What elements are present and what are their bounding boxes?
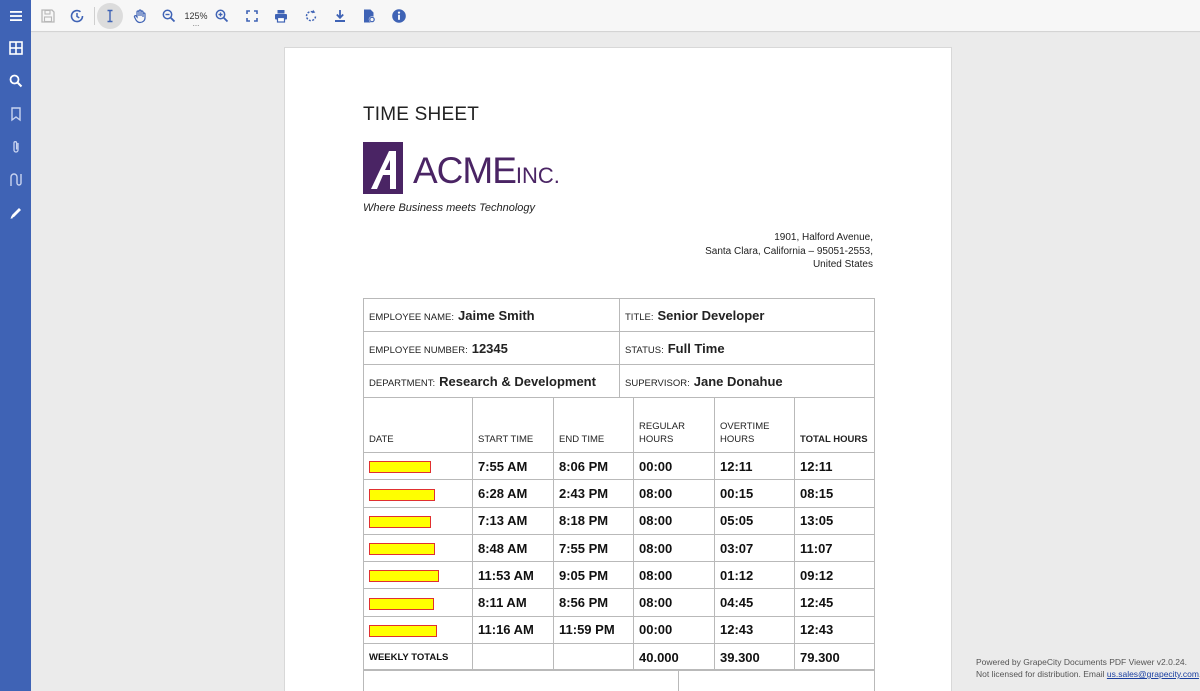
zoom-level[interactable] xyxy=(183,3,209,29)
table-row xyxy=(364,453,875,480)
thumbnails-icon[interactable] xyxy=(0,33,31,63)
company-tagline: Where Business meets Technology xyxy=(363,202,536,214)
table-row xyxy=(364,507,875,534)
date-cell xyxy=(364,453,473,480)
overtime-hours-cell: 05:05 xyxy=(715,507,795,534)
bookmark-icon[interactable] xyxy=(0,99,31,129)
overtime-hours-cell: 00:15 xyxy=(715,480,795,507)
start-time-cell: 7:55 AM xyxy=(473,453,554,480)
total-hours-cell: 09:12 xyxy=(795,562,875,589)
end-time-cell: 2:43 PM xyxy=(554,480,634,507)
table-row xyxy=(364,670,875,691)
overtime-hours-cell: 04:45 xyxy=(715,589,795,616)
start-time-cell: 8:48 AM xyxy=(473,534,554,561)
total-hours-cell: 13:05 xyxy=(795,507,875,534)
menu-icon[interactable] xyxy=(0,1,31,31)
start-time-cell: 11:53 AM xyxy=(473,562,554,589)
table-header-row xyxy=(364,398,875,453)
total-hours: 79.300 xyxy=(795,644,875,671)
date-cell xyxy=(364,562,473,589)
end-time-cell: 8:56 PM xyxy=(554,589,634,616)
zoom-dropdown-indicator: ... xyxy=(192,19,200,28)
logo-name: ACME xyxy=(413,150,516,191)
toolbar-separator xyxy=(94,7,95,25)
text-select-icon[interactable] xyxy=(97,3,123,29)
viewer-footer xyxy=(976,656,1200,680)
table-row xyxy=(364,562,875,589)
regular-hours-cell: 08:00 xyxy=(634,534,715,561)
start-time-cell: 6:28 AM xyxy=(473,480,554,507)
rotate-icon[interactable] xyxy=(298,3,324,29)
print-icon[interactable] xyxy=(268,3,294,29)
regular-hours-cell: 08:00 xyxy=(634,589,715,616)
sales-email-link[interactable]: us.sales@grapecity.com xyxy=(1106,669,1199,679)
table-row xyxy=(364,332,875,365)
start-time-cell: 11:16 AM xyxy=(473,616,554,643)
field-label: SUPERVISOR: xyxy=(625,377,690,389)
document-properties-icon[interactable] xyxy=(356,3,382,29)
regular-hours-cell: 08:00 xyxy=(634,562,715,589)
title-cell xyxy=(620,299,875,332)
start-time-cell: 7:13 AM xyxy=(473,507,554,534)
table-row xyxy=(364,616,875,643)
logo-suffix: INC. xyxy=(515,163,560,188)
download-icon[interactable] xyxy=(327,3,353,29)
table-row xyxy=(364,480,875,507)
redaction-mark[interactable] xyxy=(369,516,431,528)
column-header: OVERTIME HOURS xyxy=(715,398,795,453)
redaction-mark[interactable] xyxy=(369,570,439,582)
signature-table xyxy=(363,669,875,691)
acme-logo-mark xyxy=(363,142,403,194)
table-cell xyxy=(473,644,554,671)
field-value: Jane Donahue xyxy=(693,373,783,389)
total-hours-cell: 12:11 xyxy=(795,453,875,480)
redaction-mark[interactable] xyxy=(369,598,434,610)
end-time-cell: 8:18 PM xyxy=(554,507,634,534)
date-cell xyxy=(364,507,473,534)
license-prefix: Not licensed for distribution. Email xyxy=(976,669,1107,679)
supervisor-cell xyxy=(620,365,875,398)
table-cell xyxy=(364,670,679,691)
end-time-cell: 8:06 PM xyxy=(554,453,634,480)
employee-name-cell xyxy=(364,299,620,332)
timesheet-table xyxy=(363,397,875,671)
field-value: Senior Developer xyxy=(657,307,765,323)
document-viewer[interactable] xyxy=(31,33,1200,691)
field-label: STATUS: xyxy=(625,344,664,356)
column-header: REGULAR HOURS xyxy=(634,398,715,453)
end-time-cell: 9:05 PM xyxy=(554,562,634,589)
status-cell xyxy=(620,332,875,365)
column-header: START TIME xyxy=(473,398,554,453)
table-row xyxy=(364,534,875,561)
attachment-icon[interactable] xyxy=(0,132,31,162)
field-value: 12345 xyxy=(471,340,508,356)
start-time-cell: 8:11 AM xyxy=(473,589,554,616)
total-hours-cell: 08:15 xyxy=(795,480,875,507)
regular-hours-cell: 00:00 xyxy=(634,453,715,480)
overtime-hours-cell: 03:07 xyxy=(715,534,795,561)
end-time-cell: 7:55 PM xyxy=(554,534,634,561)
overtime-hours-cell: 12:11 xyxy=(715,453,795,480)
redaction-mark[interactable] xyxy=(369,461,431,473)
zoom-value: 125% xyxy=(184,11,208,21)
date-cell xyxy=(364,534,473,561)
address-line: United States xyxy=(812,259,873,270)
fullscreen-icon[interactable] xyxy=(239,3,265,29)
save-icon[interactable] xyxy=(35,3,61,29)
overtime-hours-cell: 01:12 xyxy=(715,562,795,589)
field-value: Research & Development xyxy=(439,373,596,389)
regular-hours-cell: 08:00 xyxy=(634,480,715,507)
table-row xyxy=(364,589,875,616)
table-row xyxy=(364,299,875,332)
column-header: END TIME xyxy=(554,398,634,453)
redaction-mark[interactable] xyxy=(369,489,435,501)
regular-hours-cell: 00:00 xyxy=(634,616,715,643)
edit-icon[interactable] xyxy=(0,198,31,228)
left-sidebar xyxy=(0,0,31,691)
field-value: Full Time xyxy=(667,340,725,356)
totals-label: WEEKLY TOTALS xyxy=(364,644,473,671)
employee-number-cell xyxy=(364,332,620,365)
redaction-mark[interactable] xyxy=(369,543,435,555)
address-line: 1901, Halford Avenue, xyxy=(774,232,873,243)
field-label: DEPARTMENT: xyxy=(369,377,436,389)
powered-by-text: Powered by GrapeCity Documents PDF Viewer v2.0.24. xyxy=(976,657,1188,667)
employee-info-table xyxy=(363,298,875,398)
total-overtime-hours: 39.300 xyxy=(715,644,795,671)
history-icon[interactable] xyxy=(64,3,90,29)
overtime-hours-cell: 12:43 xyxy=(715,616,795,643)
regular-hours-cell: 08:00 xyxy=(634,507,715,534)
column-header: TOTAL HOURS xyxy=(795,398,875,453)
table-cell xyxy=(679,670,875,691)
info-icon[interactable] xyxy=(386,3,412,29)
field-label: EMPLOYEE NUMBER: xyxy=(369,344,468,356)
column-header: DATE xyxy=(364,398,473,453)
pdf-page xyxy=(284,47,952,691)
table-row xyxy=(364,365,875,398)
total-hours-cell: 12:45 xyxy=(795,589,875,616)
department-cell xyxy=(364,365,620,398)
zoom-out-icon[interactable] xyxy=(156,3,182,29)
table-cell xyxy=(554,644,634,671)
timesheet-body xyxy=(364,453,875,644)
total-hours-cell: 12:43 xyxy=(795,616,875,643)
field-label: TITLE: xyxy=(625,311,654,323)
total-regular-hours: 40.000 xyxy=(634,644,715,671)
total-hours-cell: 11:07 xyxy=(795,534,875,561)
date-cell xyxy=(364,589,473,616)
toolbar xyxy=(31,0,1200,32)
license-text xyxy=(976,668,1200,680)
field-value: Jaime Smith xyxy=(458,307,535,323)
search-icon[interactable] xyxy=(0,66,31,96)
document-title: TIME SHEET xyxy=(363,104,480,125)
date-cell xyxy=(364,616,473,643)
weekly-totals-row xyxy=(364,644,875,671)
redaction-mark[interactable] xyxy=(369,625,437,637)
address-line: Santa Clara, California – 95051-2553, xyxy=(705,245,873,257)
pan-hand-icon[interactable] xyxy=(127,3,153,29)
field-label: EMPLOYEE NAME: xyxy=(369,311,454,323)
date-cell xyxy=(364,480,473,507)
logo-wordmark xyxy=(413,150,560,192)
zoom-in-icon[interactable] xyxy=(209,3,235,29)
structure-icon[interactable] xyxy=(0,165,31,195)
company-address xyxy=(705,231,873,272)
end-time-cell: 11:59 PM xyxy=(554,616,634,643)
